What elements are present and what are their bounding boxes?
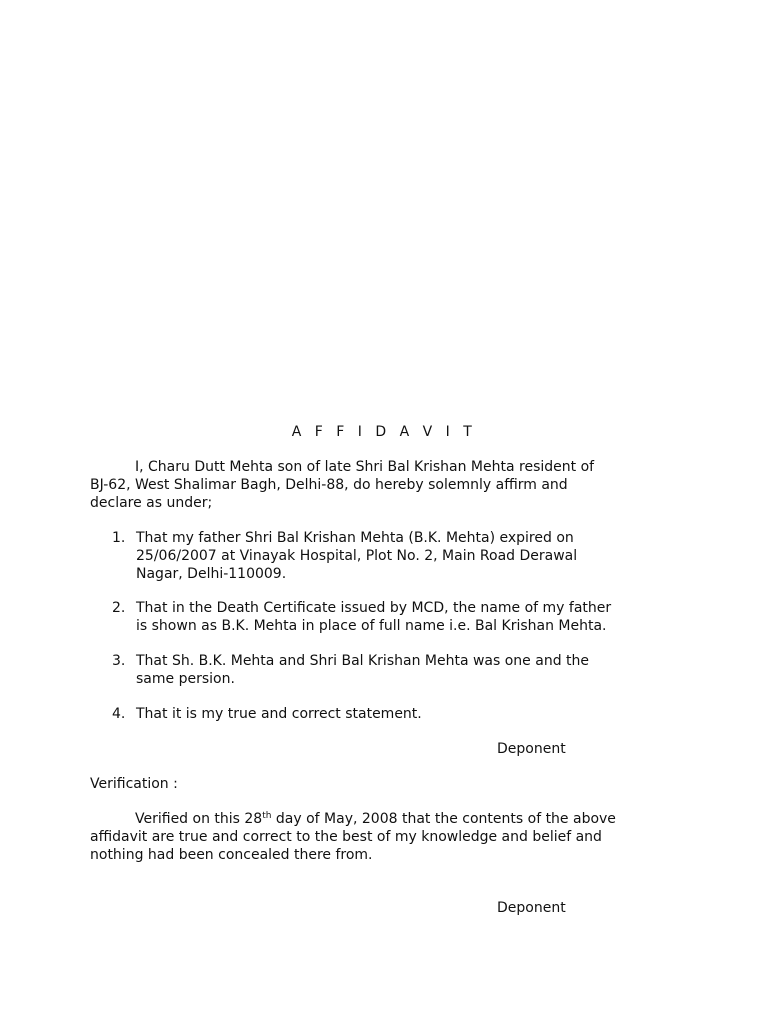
- list-item-line: is shown as B.K. Mehta in place of full name i.e. Bal Krishan Mehta.: [136, 618, 607, 634]
- list-item-line: 25/06/2007 at Vinayak Hospital, Plot No. 2, Main Road Derawal: [136, 548, 578, 564]
- verification-line-2: affidavit are true and correct to the best of my knowledge and belief and: [90, 829, 602, 845]
- intro-paragraph: [90, 458, 650, 512]
- deponent-signature-label: Deponent: [497, 741, 566, 757]
- verification-line-3: nothing had been concealed there from.: [90, 847, 373, 863]
- ordinal-suffix: th: [262, 811, 272, 821]
- verification-line-1-start: Verified on this 28: [135, 811, 263, 827]
- verification-line-1-end: day of May, 2008 that the contents of the above: [271, 811, 616, 827]
- list-item-number: 4.: [112, 706, 126, 722]
- list-item-line: That my father Shri Bal Krishan Mehta (B.K. Mehta) expired on: [136, 530, 574, 546]
- verification-paragraph: [90, 810, 650, 864]
- list-item-line: That it is my true and correct statement.: [136, 706, 422, 722]
- document-title: A F F I D A V I T: [291, 424, 477, 440]
- list-item-line: same persion.: [136, 671, 235, 687]
- intro-line-1: I, Charu Dutt Mehta son of late Shri Bal Krishan Mehta resident of: [135, 459, 595, 475]
- list-item-number: 1.: [112, 530, 126, 546]
- intro-line-2: BJ-62, West Shalimar Bagh, Delhi-88, do hereby solemnly affirm and: [90, 477, 568, 493]
- list-item-number: 2.: [112, 600, 126, 616]
- list-item-line: Nagar, Delhi-110009.: [136, 566, 287, 582]
- verification-heading: Verification :: [90, 776, 178, 792]
- list-item-line: That Sh. B.K. Mehta and Shri Bal Krishan Mehta was one and the: [136, 653, 590, 669]
- list-item-line: That in the Death Certificate issued by MCD, the name of my father: [136, 600, 612, 616]
- deponent-signature-label: Deponent: [497, 900, 566, 916]
- list-item-number: 3.: [112, 653, 126, 669]
- intro-line-3: declare as under;: [90, 495, 213, 511]
